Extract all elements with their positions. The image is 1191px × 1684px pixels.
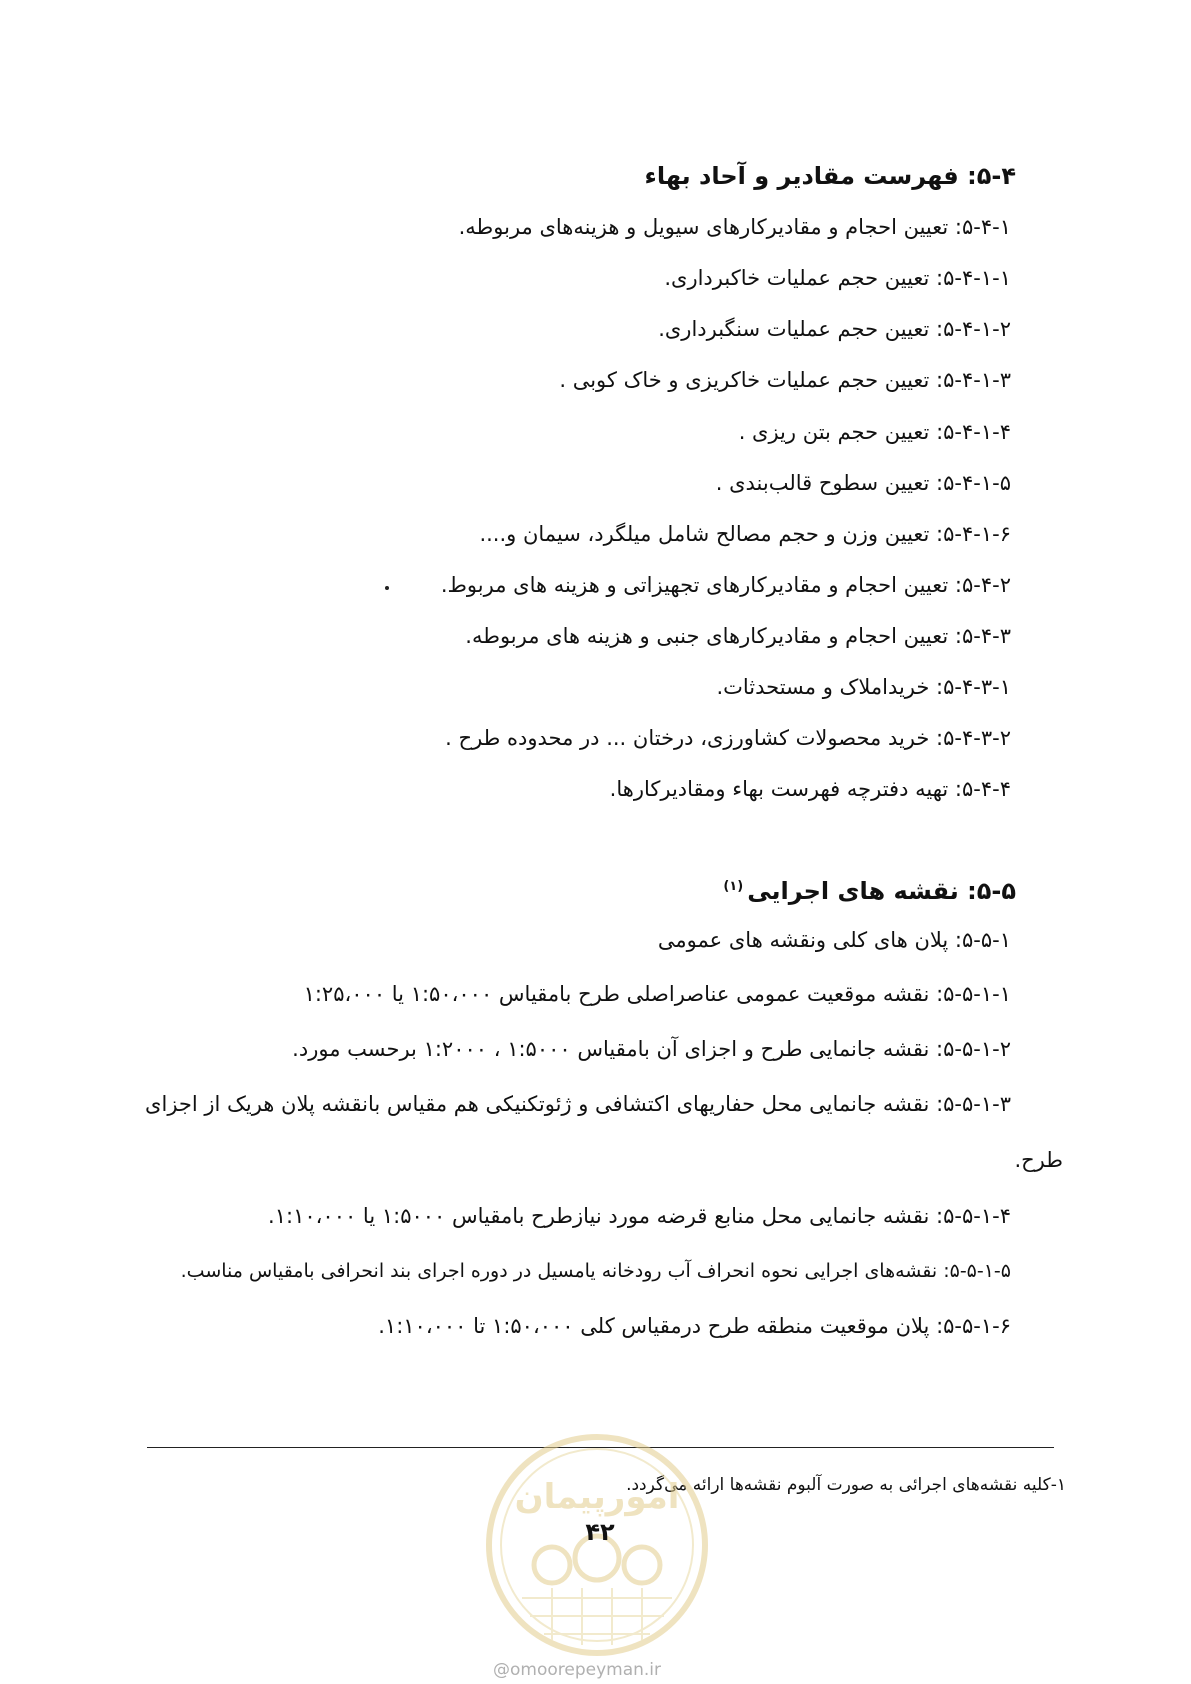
list-item: ۵-۵-۱-۶: پلان موقعیت منطقه طرح درمقیاس کلی ۱:۵۰،۰۰۰ تا ۱:۱۰،۰۰۰. xyxy=(378,1314,1011,1338)
list-item: ۵-۴-۳-۲: خرید محصولات کشاورزی، درختان ... در محدوده طرح . xyxy=(445,726,1011,750)
footnote: ۱-کلیه نقشه‌های اجرائی به صورت آلبوم نقشه‌ها ارائه می‌گردد. xyxy=(626,1475,1066,1495)
watermark-url-text: omoorepeyman.ir xyxy=(510,1660,662,1680)
list-item: ۵-۵-۱-۴: نقشه جانمایی محل منابع قرضه مورد نیازطرح بامقیاس ۱:۵۰۰۰ یا ۱:۱۰،۰۰۰. xyxy=(268,1204,1011,1228)
list-item: ۵-۵-۱-۳: نقشه جانمایی محل حفاریهای اکتشافی و ژئوتکنیکی هم مقیاس بانقشه پلان هریک از اجزای xyxy=(145,1092,1011,1116)
section-heading-text: ۵-۵: نقشه های اجرایی xyxy=(747,877,1016,905)
list-item: ۵-۴-۱-۵: تعیین سطوح قالب‌بندی . xyxy=(715,471,1011,495)
at-icon: @ xyxy=(493,1660,510,1680)
list-item: ۵-۴-۱-۱: تعیین حجم عملیات خاکبرداری. xyxy=(664,266,1011,290)
footnote-ref: (۱) xyxy=(723,879,744,894)
list-item: ۵-۴-۱-۶: تعیین وزن و حجم مصالح شامل میلگرد، سیمان و.... xyxy=(479,522,1011,546)
stray-mark xyxy=(385,586,389,590)
section-heading xyxy=(723,870,1016,908)
page-number: ۴۲ xyxy=(585,1518,615,1546)
seal-lettering: امورپیمان xyxy=(514,1477,680,1517)
list-item: ۵-۵-۱: پلان های کلی ونقشه های عمومی xyxy=(657,928,1011,952)
list-item: ۵-۴-۱-۳: تعیین حجم عملیات خاکریزی و خاک کوبی . xyxy=(559,368,1011,392)
list-item: ۵-۵-۱-۱: نقشه موقعیت عمومی عناصراصلی طرح بامقیاس ۱:۵۰،۰۰۰ یا ۱:۲۵،۰۰۰ xyxy=(303,982,1011,1006)
list-item: ۵-۵-۱-۵: نقشه‌های اجرایی نحوه انحراف آب رودخانه یامسیل در دوره اجرای بند انحرافی بامقیاس مناسب. xyxy=(180,1260,1011,1282)
watermark-url xyxy=(493,1660,661,1680)
list-item-continuation: طرح. xyxy=(1014,1148,1063,1172)
section-heading: ۵-۴: فهرست مقادیر و آحاد بهاء xyxy=(644,162,1016,190)
list-item: ۵-۴-۲: تعیین احجام و مقادیرکارهای تجهیزاتی و هزینه های مربوط. xyxy=(440,573,1011,597)
list-item: ۵-۴-۴: تهیه دفترچه فهرست بهاء ومقادیرکارها. xyxy=(609,777,1011,801)
list-item: ۵-۴-۱-۴: تعیین حجم بتن ریزی . xyxy=(738,420,1011,444)
list-item: ۵-۴-۳-۱: خریداملاک و مستحدثات. xyxy=(716,675,1011,699)
list-item: ۵-۴-۱: تعیین احجام و مقادیرکارهای سیویل و هزینه‌های مربوطه. xyxy=(458,215,1011,239)
list-item: ۵-۴-۳: تعیین احجام و مقادیرکارهای جنبی و هزینه های مربوطه. xyxy=(465,624,1011,648)
list-item: ۵-۴-۱-۲: تعیین حجم عملیات سنگبرداری. xyxy=(658,317,1011,341)
list-item: ۵-۵-۱-۲: نقشه جانمایی طرح و اجزای آن بامقیاس ۱:۵۰۰۰ ، ۱:۲۰۰۰ برحسب مورد. xyxy=(292,1037,1011,1061)
